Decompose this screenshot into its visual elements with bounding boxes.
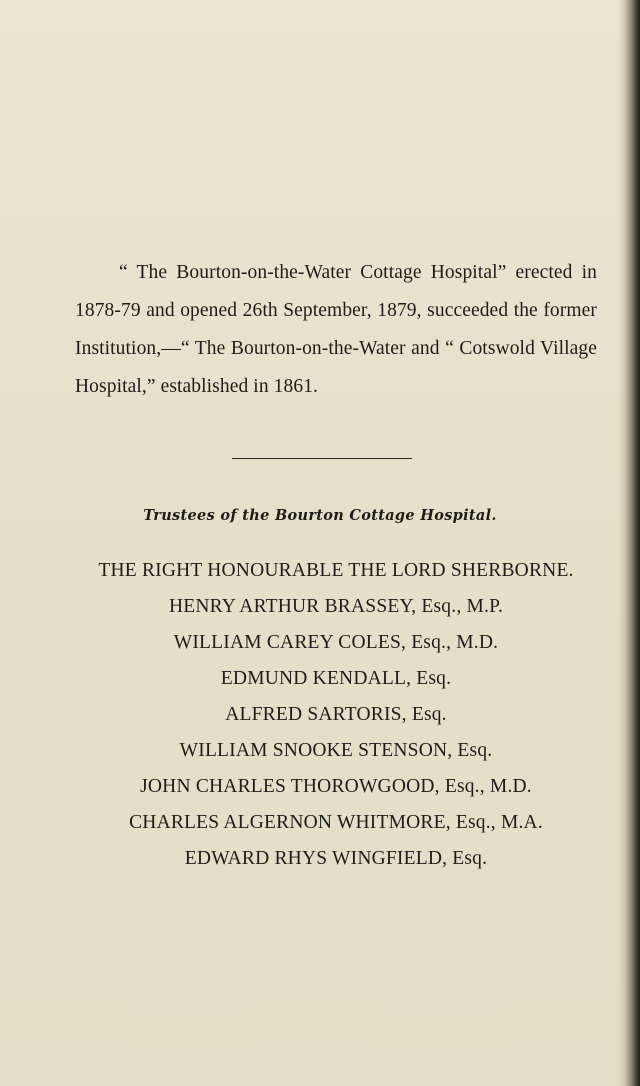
trustees-heading: Trustees of the Bourton Cottage Hospital. [143, 507, 497, 524]
page-binding-edge [618, 0, 640, 1086]
trustee-name: ALFRED SARTORIS, Esq. [225, 704, 447, 725]
trustee-name: HENRY ARTHUR BRASSEY, Esq., M.P. [168, 596, 504, 617]
intro-paragraph: “ The Bourton-on-the-Water Cottage Hospital” erected in 1878-79 and opened 26th September, 1879, succeeded the former Institution,—“ The Bourton-on-the-Water and “ Cotswold Village Hospital,” established in 1861. [75, 262, 597, 397]
section-divider [232, 458, 412, 459]
trustees-list [75, 553, 597, 877]
trustee-name: WILLIAM CAREY COLES, Esq., M.D. [173, 632, 499, 653]
trustee-name: CHARLES ALGERNON WHITMORE, Esq., M.A. [129, 812, 543, 833]
trustee-name: THE RIGHT HONOURABLE THE LORD SHERBORNE. [98, 560, 574, 581]
trustee-name: EDWARD RHYS WINGFIELD, Esq. [184, 848, 488, 869]
trustee-name: JOHN CHARLES THOROWGOOD, Esq., M.D. [140, 776, 532, 797]
trustee-name: WILLIAM SNOOKE STENSON, Esq. [179, 740, 493, 761]
trustee-name: EDMUND KENDALL, Esq. [220, 668, 452, 689]
